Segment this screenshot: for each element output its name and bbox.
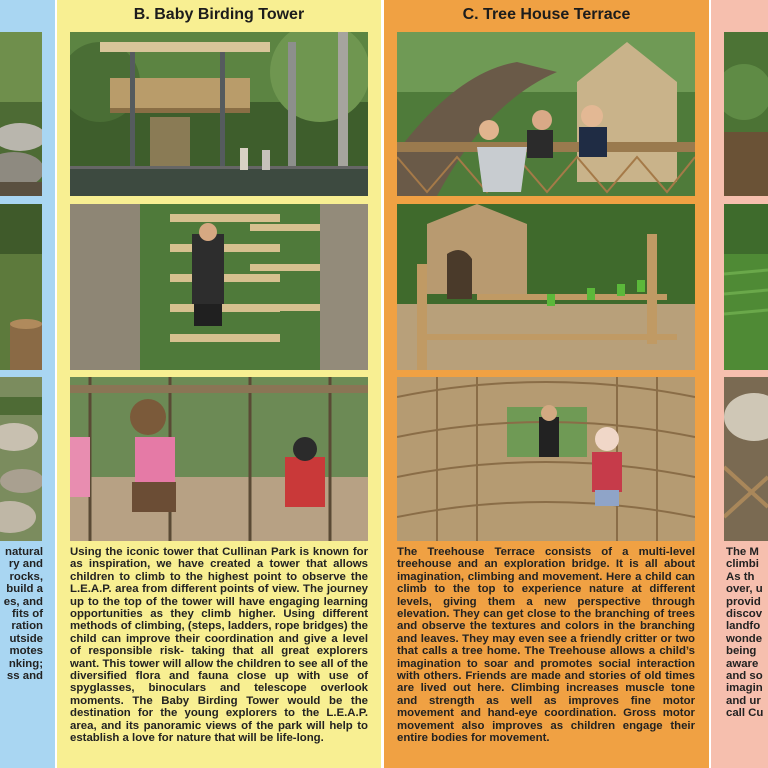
text-line: climbi — [726, 558, 759, 571]
section-b-column — [57, 0, 381, 768]
section-d-column — [711, 0, 768, 768]
text-line: build a — [6, 583, 43, 596]
text-line: nking; — [8, 657, 43, 670]
text-line: discov — [726, 608, 763, 621]
text-line: and ur — [726, 694, 761, 707]
text-line: ss and — [6, 670, 43, 683]
text-line: and so — [726, 670, 763, 683]
text-line: being — [726, 645, 757, 658]
section-c-title: C. Tree House Terrace — [462, 6, 631, 23]
text-line: imagin — [726, 682, 763, 695]
text-line: The M — [726, 546, 759, 558]
text-line: motes — [9, 645, 43, 658]
section-a-body-fragment — [0, 546, 43, 682]
text-line: landfo — [726, 620, 761, 633]
text-line: As th — [726, 570, 755, 583]
section-c-column — [384, 0, 709, 768]
section-d-body-fragment — [726, 546, 768, 720]
text-line: aware — [726, 657, 759, 670]
text-line: provid — [726, 595, 761, 608]
section-b-title: B. Baby Birding Tower — [133, 6, 305, 23]
text-line: es, and — [3, 595, 43, 608]
text-line: rocks, — [9, 570, 43, 583]
text-line: ry and — [8, 558, 43, 571]
text-line: natural — [5, 546, 43, 558]
section-a-photo-2 — [0, 204, 42, 370]
section-c-body: The Treehouse Terrace consists of a multi-level treehouse and an exploration bridge. It is all about imagination, climbing and movement. Here a child can climb to the top to experience nature at different levels, giving them a new perspective through elevation. They can get close to the branching of trees and observe the textures and colors in the branching and leaves. They may even see a friendly critter or two that calls a tree home. The Treehouse allows a child’s imagination to soar and promotes social interaction with others. Friends are made and stories of old times are lived out here. Climbing increases muscle tone and strength as well as improves fine motor movement and hand-eye coordination. Gross motor movement also improves as children engage their entire bodies for movement. — [397, 546, 695, 745]
text-line: ration — [11, 620, 43, 633]
treehouse-bucket-photo — [397, 32, 695, 196]
text-line: fits of — [11, 608, 43, 621]
section-a-column — [0, 0, 55, 768]
ladder-photo — [70, 204, 368, 370]
section-d-photo-1 — [724, 32, 768, 196]
section-b-body: Using the iconic tower that Cullinan Park is known for as inspiration, we have created a tower that allows children to climb to the highest point to observe the L.E.A.P. area from different points of view. The journey up to the top of the tower will have engaging learning opportunities as they climb higher. Using different methods of climbing, (steps, ladders, rope bridges) the child can improve their coordination and give a level of responsible risk- taking that all great explorers want. This tower will allow the children to see all of the diversified flora and fauna close up with use of spyglasses, binoculars and telescope overlook moments. The Baby Birding Tower would be the destination for the young explorers to the L.E.A.P. area, and its panoramic views of the park will help to establish a love for nature that will be life-long. — [70, 546, 368, 745]
rope-tunnel-photo — [397, 377, 695, 541]
text-line: over, u — [726, 583, 763, 596]
section-d-photo-3 — [724, 377, 768, 541]
text-line: wonde — [726, 632, 763, 645]
tower-photo — [70, 32, 368, 196]
text-line: call Cu — [726, 707, 764, 720]
treehouse-terrace-photo — [397, 204, 695, 370]
section-a-photo-3 — [0, 377, 42, 541]
section-d-photo-2 — [724, 204, 768, 370]
spyglass-deck-photo — [70, 377, 368, 541]
text-line: utside — [9, 632, 43, 645]
section-a-photo-1 — [0, 32, 42, 196]
